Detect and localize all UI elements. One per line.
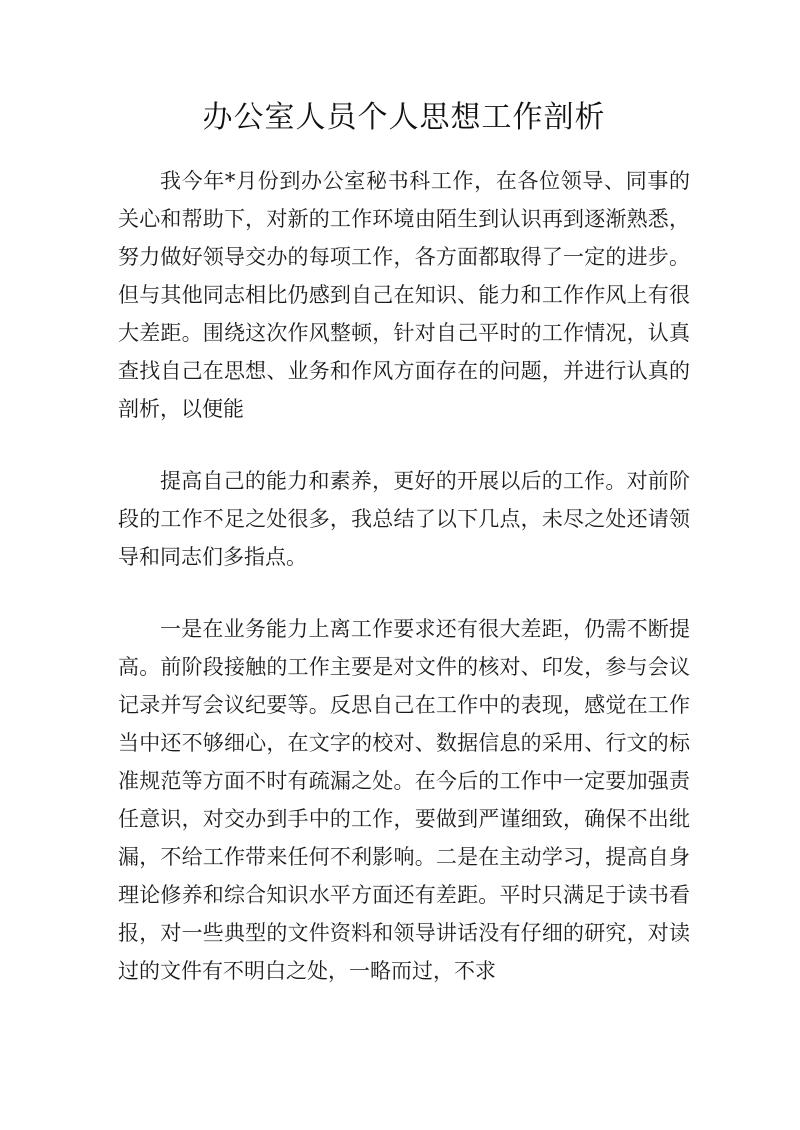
document-title: 办公室人员个人思想工作剖析 xyxy=(202,100,606,135)
paragraph-point-one: 一是在业务能力上离工作要求还有很大差距，仍需不断提高。前阶段接触的工作主要是对文件的核对、印发，参与会议记录并写会议纪要等。反思自己在工作中的表现，感觉在工作当中还不够细心，在文字的校对、数据信息的采用、行文的标准规范等方面不时有疏漏之处。在今后的工作中一定要加强责任意识，对交办到手中的工作，要做到严谨细致，确保不出纰漏，不给工作带来任何不利影响。二是在主动学习，提高自身理论修养和综合知识水平方面还有差距。平时只满足于读书看报，对一些典型的文件资料和领导讲话没有仔细的研究，对读过的文件有不明白之处，一略而过，不求 xyxy=(118,617,690,983)
paragraph-intro: 我今年*月份到办公室秘书科工作，在各位领导、同事的关心和帮助下，对新的工作环境由陌生到认识再到逐渐熟悉，努力做好领导交办的每项工作，各方面都取得了一定的进步。但与其他同志相比仍感到自己在知识、能力和工作作风上有很大差距。围绕这次作风整顿，针对自己平时的工作情况，认真查找自己在思想、业务和作风方面存在的问题，并进行认真的剖析，以便能 xyxy=(118,169,690,421)
document-page xyxy=(118,96,690,1024)
paragraph-continuation: 提高自己的能力和素养，更好的开展以后的工作。对前阶段的工作不足之处很多，我总结了以下几点，未尽之处还请领导和同志们多指点。 xyxy=(118,469,690,569)
